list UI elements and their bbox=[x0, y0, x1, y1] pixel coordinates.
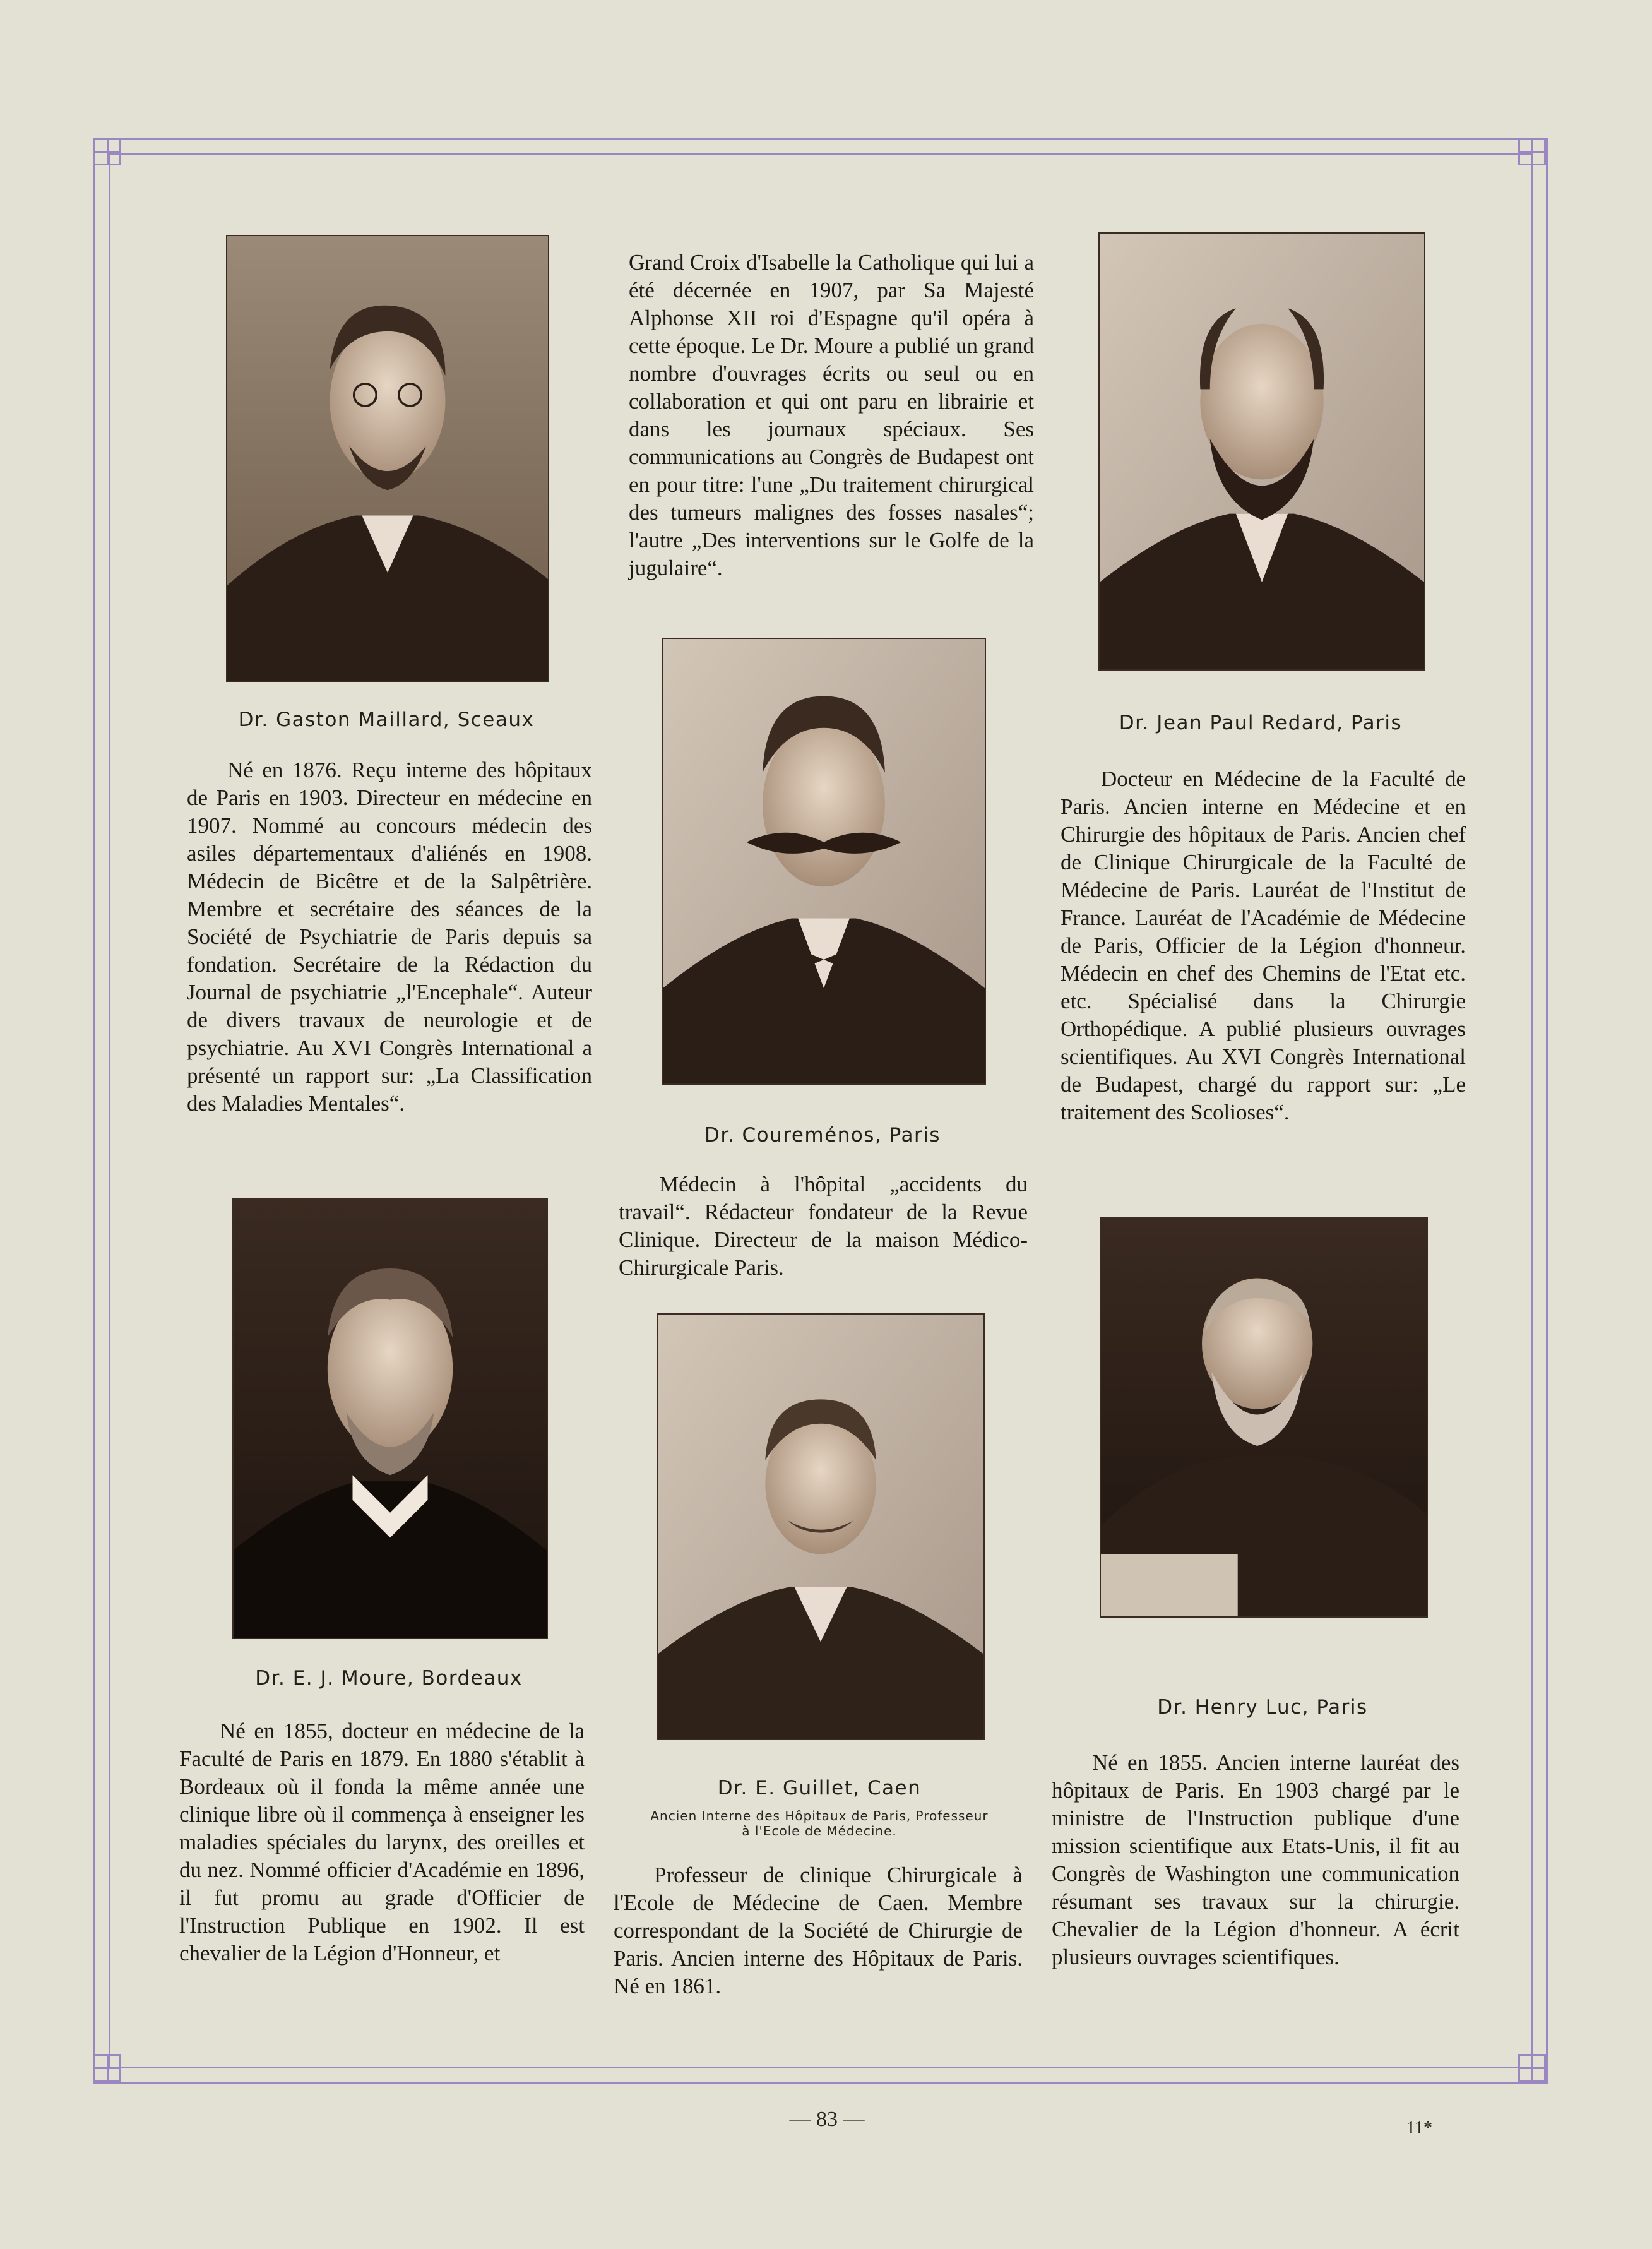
page-number: — 83 — bbox=[789, 2108, 865, 2131]
bio-maillard bbox=[187, 756, 592, 1118]
portrait-luc bbox=[1100, 1217, 1428, 1618]
bio-couremenos-text: Médecin à l'hôpital „accidents du travail“. Rédacteur fondateur de la Revue Clinique. Directeur de la maison Médico-Chirurgicale Paris. bbox=[619, 1172, 1028, 1280]
caption-maillard: Dr. Gaston Maillard, Sceaux bbox=[238, 708, 535, 731]
border-ornament bbox=[93, 2054, 121, 2082]
portrait-guillet bbox=[657, 1313, 985, 1740]
caption-couremenos: Dr. Coureménos, Paris bbox=[704, 1124, 941, 1147]
caption-guillet: Dr. E. Guillet, Caen bbox=[717, 1777, 922, 1799]
bio-guillet bbox=[614, 1861, 1023, 2000]
portrait-redard bbox=[1098, 232, 1425, 671]
subcaption-guillet bbox=[606, 1808, 1033, 1839]
portrait-moure bbox=[232, 1198, 548, 1639]
moure-bio-continuation bbox=[629, 249, 1034, 582]
bio-guillet-text: Professeur de clinique Chirurgicale à l'Ecole de Médecine de Caen. Membre correspondant de la Société de Chirurgie de Paris. Ancien interne des Hôpitaux de Paris. Né en 1861. bbox=[614, 1863, 1023, 1998]
bio-luc bbox=[1052, 1749, 1459, 1971]
signature-mark: 11* bbox=[1406, 2118, 1432, 2138]
portrait-couremenos bbox=[662, 638, 986, 1085]
subcaption-guillet-line1: Ancien Interne des Hôpitaux de Paris, Professeur bbox=[650, 1808, 989, 1823]
bio-couremenos bbox=[619, 1171, 1028, 1282]
bio-moure-text: Né en 1855, docteur en médecine de la Faculté de Paris en 1879. En 1880 s'établit à Bordeaux où il fonda la même année une clinique libre où il commença à enseigner les maladies spéciales du larynx, des oreilles et du nez. Nommé officier d'Académie en 1896, il fut promu au grade d'Officier de l'Instruction Publique en 1902. Il est chevalier de la Légion d'Honneur, et bbox=[179, 1719, 585, 1966]
border-ornament bbox=[1518, 138, 1546, 165]
border-ornament bbox=[1518, 2054, 1546, 2082]
bio-redard bbox=[1061, 765, 1466, 1126]
caption-moure: Dr. E. J. Moure, Bordeaux bbox=[255, 1667, 523, 1690]
border-ornament bbox=[93, 138, 121, 165]
caption-luc: Dr. Henry Luc, Paris bbox=[1157, 1696, 1368, 1719]
bio-moure bbox=[179, 1717, 585, 1967]
caption-redard: Dr. Jean Paul Redard, Paris bbox=[1119, 712, 1403, 734]
portrait-maillard bbox=[226, 235, 549, 682]
bio-maillard-text: Né en 1876. Reçu interne des hôpitaux de Paris en 1903. Directeur en médecine en 1907. Nommé au concours médecin des asiles départementaux d'aliénés en 1908. Médecin de Bicêtre et de la Salpêtrière. Membre et secrétaire des séances de la Société de Psychiatrie de Paris depuis sa fondation. Secrétaire de la Rédaction du Journal de psychiatrie „l'Encephale“. Auteur de divers travaux de neurologie et de psychiatrie. Au XVI Congrès International a présenté un rapport sur: „La Classification des Maladies Mentales“. bbox=[187, 758, 592, 1116]
subcaption-guillet-line2: à l'Ecole de Médecine. bbox=[742, 1823, 897, 1839]
bio-luc-text: Né en 1855. Ancien interne lauréat des hôpitaux de Paris. En 1903 chargé par le ministre de l'Instruction publique d'une mission scientifique aux Etats-Unis, il fit au Congrès de Washington une communication résumant ses travaux sur la chirurgie. Chevalier de la Légion d'honneur. A écrit plusieurs ouvrages scientifiques. bbox=[1052, 1750, 1459, 1969]
bio-redard-text: Docteur en Médecine de la Faculté de Paris. Ancien interne en Médecine et en Chirurgie des hôpitaux de Paris. Ancien chef de Clinique Chirurgicale de la Faculté de Médecine de Paris. Lauréat de l'Institut de France. Lauréat de l'Académie de Médecine de Paris, Officier de la Légion d'honneur. Médecin en chef des Chemins de l'Etat etc. etc. Spécialisé dans la Chirurgie Orthopédique. A publié plusieurs ouvrages scientifiques. Au XVI Congrès International de Budapest, chargé du rapport sur: „Le traitement des Scolioses“. bbox=[1061, 767, 1466, 1124]
moure-bio-continuation-text: Grand Croix d'Isabelle la Catholique qui lui a été décernée en 1907, par Sa Majesté Alphonse XII roi d'Espagne qu'il opéra à cette époque. Le Dr. Moure a publié un grand nombre d'ouvrages écrits ou seul ou en collaboration et qui ont paru en librairie et dans les journaux spéciaux. Ses communications au Congrès de Budapest ont en pour titre: l'une „Du traitement chirurgical des tumeurs malignes des fosses nasales“; l'autre „Des interventions sur le Golfe de la jugulaire“. bbox=[629, 250, 1034, 580]
